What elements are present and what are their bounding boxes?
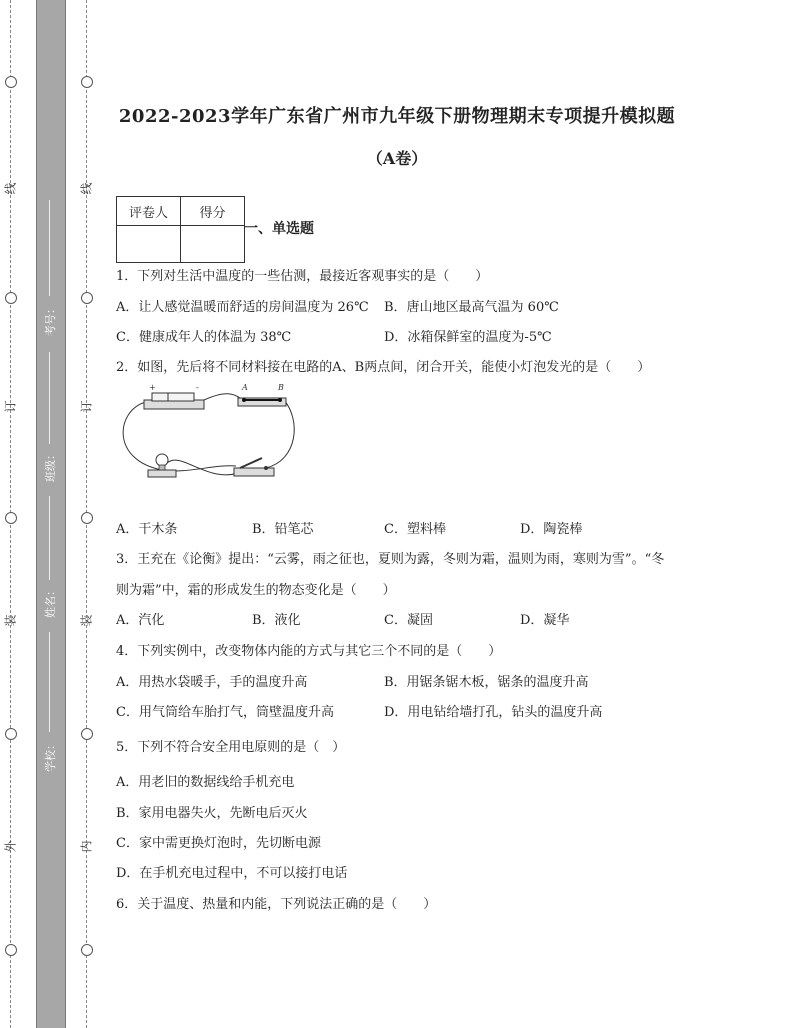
score-table <box>116 196 245 263</box>
switch-base <box>234 468 274 476</box>
school-blank[interactable] <box>49 632 50 732</box>
switch-lever-icon <box>240 458 262 468</box>
q3-option-a[interactable]: A．汽化 <box>116 613 165 628</box>
exam-number-blank[interactable] <box>49 200 50 296</box>
inner-mark-zhuang: 装 <box>79 614 94 627</box>
q3-option-d[interactable]: D．凝华 <box>520 613 570 628</box>
point-b-label: B <box>278 383 284 392</box>
info-strip <box>36 0 66 1028</box>
q2-option-d[interactable]: D．陶瓷棒 <box>520 522 583 537</box>
question-6-stem: 6．关于温度、热量和内能，下列说法正确的是（ ） <box>116 897 437 912</box>
q4-option-b[interactable]: B．用锯条锯木板，锯条的温度升高 <box>384 675 589 690</box>
binding-hole <box>5 944 17 956</box>
binding-hole <box>5 76 17 88</box>
binding-hole <box>81 512 93 524</box>
point-a-label: A <box>242 383 248 392</box>
binding-hole <box>81 944 93 956</box>
paper-subtitle: （A卷） <box>366 149 428 168</box>
question-3-stem-line-2: 则为霜”中，霜的形成发生的物态变化是（ ） <box>116 583 396 598</box>
name-field: 姓名： <box>44 585 57 618</box>
q3-option-b[interactable]: B．液化 <box>252 613 301 628</box>
question-1-stem: 1．下列对生活中温度的一些估测，最接近客观事实的是（ ） <box>116 269 489 284</box>
switch-contact <box>264 466 268 470</box>
question-2-stem: 2．如图，先后将不同材料接在电路的A、B两点间，闭合开关，能使小灯泡发光的是（ ） <box>116 360 651 375</box>
q2-option-a[interactable]: A．干木条 <box>116 522 178 537</box>
light-bulb-icon <box>156 454 168 466</box>
inner-mark-nei: 内 <box>79 840 94 853</box>
school-field: 学校： <box>44 739 57 772</box>
binding-hole <box>5 728 17 740</box>
circuit-diagram <box>116 380 296 482</box>
battery-icon <box>152 393 194 401</box>
battery-plus-label: + <box>149 383 156 392</box>
q4-option-a[interactable]: A．用热水袋暖手，手的温度升高 <box>116 675 308 690</box>
binding-margin <box>0 0 100 1028</box>
grader-header: 评卷人 <box>117 197 181 226</box>
q5-option-d[interactable]: D．在手机充电过程中，不可以接打电话 <box>116 866 348 881</box>
q4-option-d[interactable]: D．用电钻给墙打孔，钻头的温度升高 <box>384 705 603 720</box>
name-blank[interactable] <box>49 496 50 580</box>
question-5-stem: 5．下列不符合安全用电原则的是（ ） <box>116 740 346 755</box>
question-3-stem-line-1: 3．王充在《论衡》提出：“云雾，雨之征也，夏则为露，冬则为霜，温则为雨，寒则为雪”。“冬 <box>116 552 665 567</box>
q2-option-b[interactable]: B．铅笔芯 <box>252 522 314 537</box>
bulb-base <box>148 470 176 477</box>
outer-mark-wai: 外 <box>3 840 18 853</box>
outer-mark-zhuang: 装 <box>3 614 18 627</box>
q5-option-c[interactable]: C．家中需更换灯泡时，先切断电源 <box>116 836 321 851</box>
q1-option-c[interactable]: C．健康成年人的体温为 38℃ <box>116 330 292 345</box>
clip-b <box>278 398 282 402</box>
q1-option-d[interactable]: D．冰箱保鲜室的温度为-5℃ <box>384 330 552 345</box>
q5-option-a[interactable]: A．用老旧的数据线给手机充电 <box>116 775 295 790</box>
q1-option-a[interactable]: A．让人感觉温暖而舒适的房间温度为 26℃ <box>116 300 369 315</box>
binding-hole <box>5 512 17 524</box>
q4-option-c[interactable]: C．用气筒给车胎打气，筒壁温度升高 <box>116 705 334 720</box>
circuit-wire <box>266 400 294 468</box>
q1-option-b[interactable]: B．唐山地区最高气温为 60℃ <box>384 300 559 315</box>
class-blank[interactable] <box>49 352 50 444</box>
battery-minus-label: - <box>196 383 199 392</box>
clip-a <box>242 398 246 402</box>
q2-option-c[interactable]: C．塑料棒 <box>384 522 446 537</box>
section-heading: 一、单选题 <box>244 221 314 237</box>
grader-cell[interactable] <box>117 226 181 263</box>
circuit-wire <box>204 394 240 400</box>
paper-title: 2022-2023学年广东省广州市九年级下册物理期末专项提升模拟题 <box>118 106 676 127</box>
binding-hole <box>81 76 93 88</box>
binding-hole <box>5 292 17 304</box>
q3-option-c[interactable]: C．凝固 <box>384 613 433 628</box>
binding-hole <box>81 292 93 304</box>
q5-option-b[interactable]: B．家用电器失火，先断电后灭火 <box>116 806 308 821</box>
class-field: 班级： <box>44 449 57 482</box>
binding-hole <box>81 728 93 740</box>
outer-mark-ding: 订 <box>3 400 18 413</box>
exam-number-field: 考号： <box>44 303 57 336</box>
outer-mark-xian: 线 <box>3 182 18 195</box>
question-4-stem: 4．下列实例中，改变物体内能的方式与其它三个不同的是（ ） <box>116 644 502 659</box>
score-header: 得分 <box>181 197 245 226</box>
inner-mark-xian: 线 <box>79 182 94 195</box>
score-cell[interactable] <box>181 226 245 263</box>
bulb-socket <box>159 465 165 470</box>
inner-mark-ding: 订 <box>79 400 94 413</box>
